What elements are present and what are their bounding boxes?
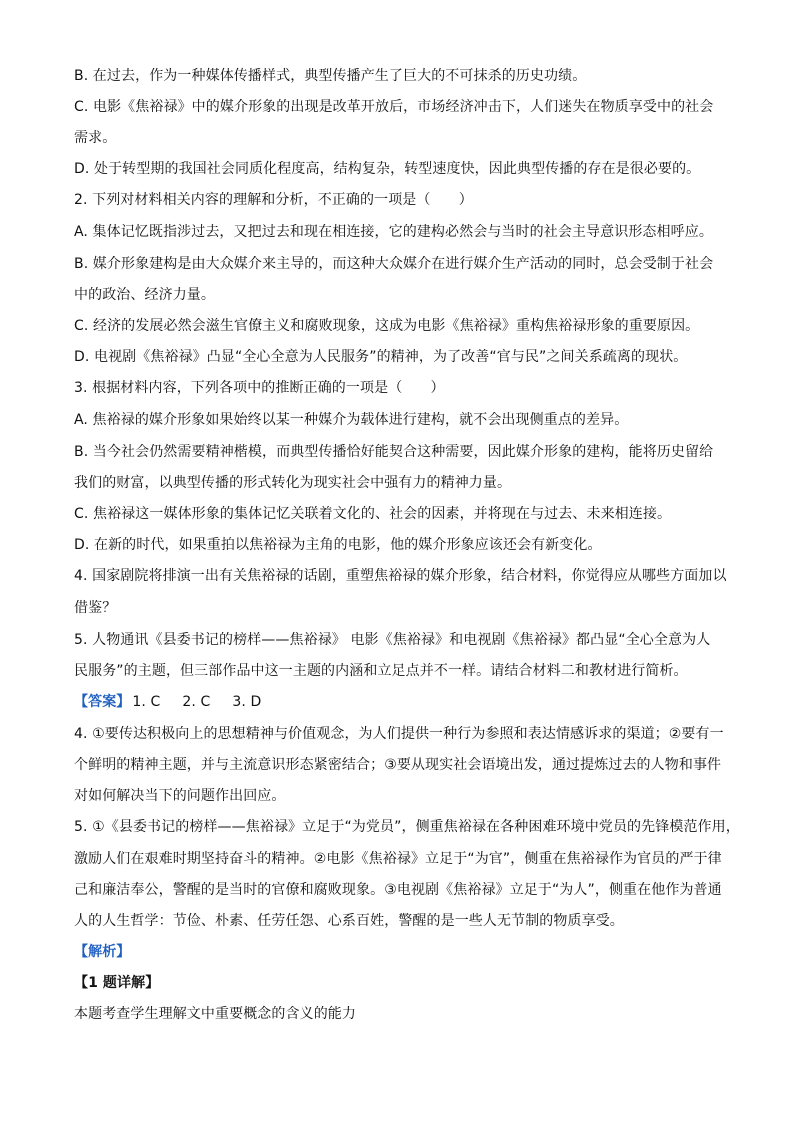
detail-text: 本题考查学生理解文中重要概念的含义的能力	[74, 1006, 356, 1022]
question-5: 5. 人物通讯《县委书记的榜样——焦裕禄》 电影《焦裕禄》和电视剧《焦裕禄》都凸显“全心全意为人	[74, 632, 711, 648]
answer-5-line: 5. ①《县委书记的榜样——焦裕禄》立足于“为党员”，侧重焦裕禄在各种困难环境中党员的先锋模范作用，	[74, 819, 740, 835]
question-4-continuation: 借鉴？	[74, 600, 117, 616]
answer-item: 3. D	[232, 694, 262, 710]
q2-option-a: A. 集体记忆既指涉过去，又把过去和现在相连接，它的建构必然会与当时的社会主导意识形态相呼应。	[74, 224, 713, 240]
answer-5-line: 激励人们在艰难时期坚持奋斗的精神。②电影《焦裕禄》立足于“为官”，侧重在焦裕禄作为官员的严于律	[74, 851, 722, 867]
question-2: 2. 下列对材料相关内容的理解和分析，不正确的一项是（ ）	[74, 192, 473, 208]
analysis-label: 【解析】	[74, 944, 131, 960]
q3-option-b-continuation: 我们的财富，以典型传播的形式转化为现实社会中强有力的精神力量。	[74, 475, 512, 491]
answer-item: 1. C	[132, 694, 161, 710]
q3-option-b: B. 当今社会仍然需要精神楷模，而典型传播恰好能契合这种需要，因此媒介形象的建构，能将历史留给	[74, 444, 714, 460]
answer-4-line: 4. ①要传达积极向上的思想精神与价值观念，为人们提供一种行为参照和表达情感诉求的渠道；②要有一	[74, 726, 724, 742]
q2-option-d: D. 电视剧《焦裕禄》凸显“全心全意为人民服务”的精神，为了改善“官与民”之间关系疏离的现状。	[74, 349, 688, 365]
answer-5-line: 人的人生哲学：节俭、朴素、任劳任怨、心系百姓，警醒的是一些人无节制的物质享受。	[74, 913, 624, 929]
answer-4-line: 个鲜明的精神主题，并与主流意识形态紧密结合；③要从现实社会语境出发，通过提炼过去的人物和事件	[74, 757, 722, 773]
answer-item: 2. C	[182, 694, 211, 710]
option-c-continuation: 需求。	[74, 130, 117, 146]
q3-option-a: A. 焦裕禄的媒介形象如果始终以某一种媒介为载体进行建构，就不会出现侧重点的差异。	[74, 412, 629, 428]
answer-5-line: 己和廉洁奉公，警醒的是当时的官僚和腐败现象。③电视剧《焦裕禄》立足于“为人”，侧重在他作为普通	[74, 882, 722, 898]
question-3: 3. 根据材料内容，下列各项中的推断正确的一项是（ ）	[74, 380, 445, 396]
option-d-line: D. 处于转型期的我国社会同质化程度高，结构复杂，转型速度快，因此典型传播的存在是很必要的。	[74, 161, 701, 177]
q2-option-b: B. 媒介形象建构是由大众媒介来主导的，而这种大众媒介在进行媒介生产活动的同时，总会受制于社会	[74, 256, 714, 272]
question-5-continuation: 民服务”的主题，但三部作品中这一主题的内涵和立足点并不一样。请结合材料二和教材进行简析。	[74, 663, 688, 679]
option-b-line: B. 在过去，作为一种媒体传播样式，典型传播产生了巨大的不可抹杀的历史功绩。	[74, 68, 587, 84]
q3-option-d: D. 在新的时代，如果重拍以焦裕禄为主角的电影，他的媒介形象应该还会有新变化。	[74, 537, 602, 553]
q2-option-c: C. 经济的发展必然会滋生官僚主义和腐败现象，这成为电影《焦裕禄》重构焦裕禄形象的重要原因。	[74, 318, 700, 334]
detail-label: 【1 题详解】	[74, 975, 160, 991]
answer-4-line: 对如何解决当下的问题作出回应。	[74, 788, 286, 804]
q3-option-c: C. 焦裕禄这一媒体形象的集体记忆关联着文化的、社会的因素，并将现在与过去、未来相连接。	[74, 506, 672, 522]
option-c-line: C. 电影《焦裕禄》中的媒介形象的出现是改革开放后，市场经济冲击下，人们迷失在物质享受中的社会	[74, 99, 714, 115]
question-4: 4. 国家剧院将排演一出有关焦裕禄的话剧，重塑焦裕禄的媒介形象，结合材料，你觉得应从哪些方面加以	[74, 568, 727, 584]
q2-option-b-continuation: 中的政治、经济力量。	[74, 287, 215, 303]
answer-label: 【答案】	[74, 694, 131, 710]
answer-row	[74, 692, 283, 712]
